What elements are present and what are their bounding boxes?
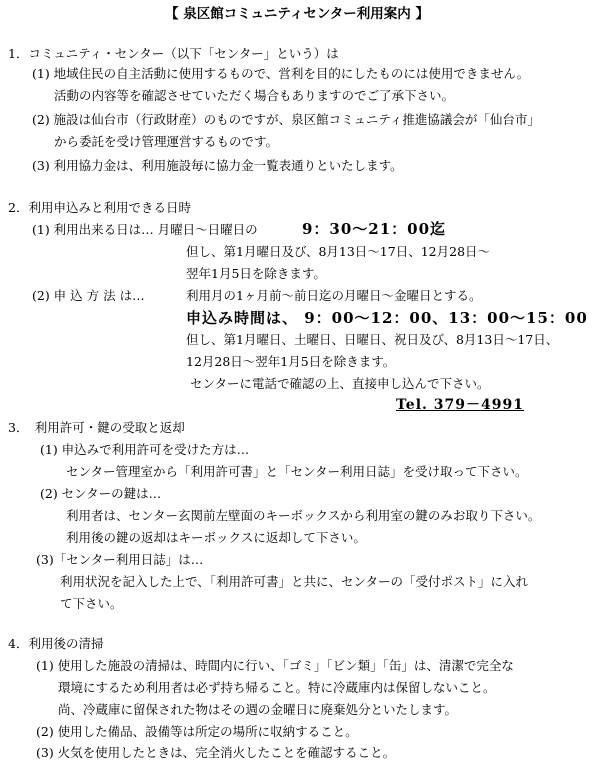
section-4-item-2: (2) 使用した備品、設備等は所定の場所に収納すること。 [36, 724, 358, 739]
section-4-item-3: (3) 火気を使用したときは、完全消火したことを確認すること。 [36, 745, 396, 760]
usage-days-note-1: 但し、第1月曜日及び、8月13日～17日、12月28日～ [186, 244, 491, 259]
apply-method-label: (2) 申 込 方 法 は… [32, 288, 145, 303]
section-3-item-2: (2) センターの鍵は… [40, 486, 162, 501]
apply-note-3: センターに電話で確認の上、直接申し込んで下さい。 [190, 376, 490, 391]
section-2-heading: 2．利用申込みと利用できる日時 [8, 200, 191, 215]
section-3-heading: 3． 利用許可・鍵の受取と返却 [8, 420, 185, 435]
section-4-item-1: (1) 使用した施設の清掃は、時間内に行い、「ゴミ」「ビン類」「缶」は、清潔で完全な [36, 658, 514, 673]
section-1-heading: 1．コミュニティ・センター（以下「センター」という）は [8, 46, 339, 61]
section-4-heading: 4．利用後の清掃 [8, 636, 104, 651]
section-1-item-2-cont: から委託を受け管理運営するものです。 [54, 134, 279, 149]
section-3-item-3: (3)「センター利用日誌」は… [36, 552, 204, 567]
apply-hours: 申込み時間は、 9：00～12：00、13：00～15：00 [186, 309, 588, 327]
section-3-item-3-text-2: て下さい。 [60, 596, 123, 611]
phone-number: Tel. 379－4991 [396, 397, 524, 413]
usage-days-label: (1) 利用出来る日は… 月曜日～日曜日の [32, 222, 258, 237]
section-1-item-3: (3) 利用協力金は、利用施設毎に協力金一覧表通りといたします。 [32, 158, 403, 173]
section-3-item-3-text: 利用状況を記入した上で、「利用許可書」と共に、センターの「受付ポスト」に入れ [60, 574, 529, 589]
section-1-item-2: (2) 施設は仙台市（行政財産）のものですが、泉区館コミュニティ推進協議会が「仙台市」 [32, 112, 540, 127]
section-3-item-1-text: センター管理室から「利用許可書」と「センター利用日誌」を受け取って下さい。 [66, 464, 528, 479]
usage-hours: 9：30～21：00迄 [302, 220, 447, 238]
apply-note-1: 但し、第1月曜日、土曜日、日曜日、祝日及び、8月13日～17日、 [186, 332, 559, 347]
apply-note-2: 12月28日～翌年1月5日を除きます。 [186, 354, 396, 369]
section-1-item-1-cont: 活動の内容等を確認させていただく場合もありますのでご了承下さい。 [54, 88, 455, 103]
usage-days-note-2: 翌年1月5日を除きます。 [186, 266, 326, 281]
section-3-item-2-text-2: 利用後の鍵の返却はキーボックスに返却して下さい。 [66, 530, 366, 545]
section-3-item-1: (1) 申込みで利用許可を受けた方は… [40, 442, 250, 457]
section-4-item-1-cont-2: 尚、冷蔵庫に留保された物はその週の金曜日に廃棄処分といたします。 [58, 702, 458, 717]
section-3-item-2-text: 利用者は、センター玄関前左壁面のキーボックスから利用室の鍵のみお取り下さい。 [66, 508, 541, 523]
apply-method-text: 利用月の1ヶ月前～前日迄の月曜日～金曜日とする。 [186, 288, 482, 303]
section-1-item-1: (1) 地域住民の自主活動に使用するもので、営利を目的にしたものには使用できません。 [32, 66, 530, 81]
section-4-item-1-cont: 環境にするため利用者は必ず持ち帰ること。特に冷蔵庫内は保留しないこと。 [58, 680, 496, 695]
document-title: 【 泉区館コミュニティセンター利用案内 】 [165, 6, 430, 22]
